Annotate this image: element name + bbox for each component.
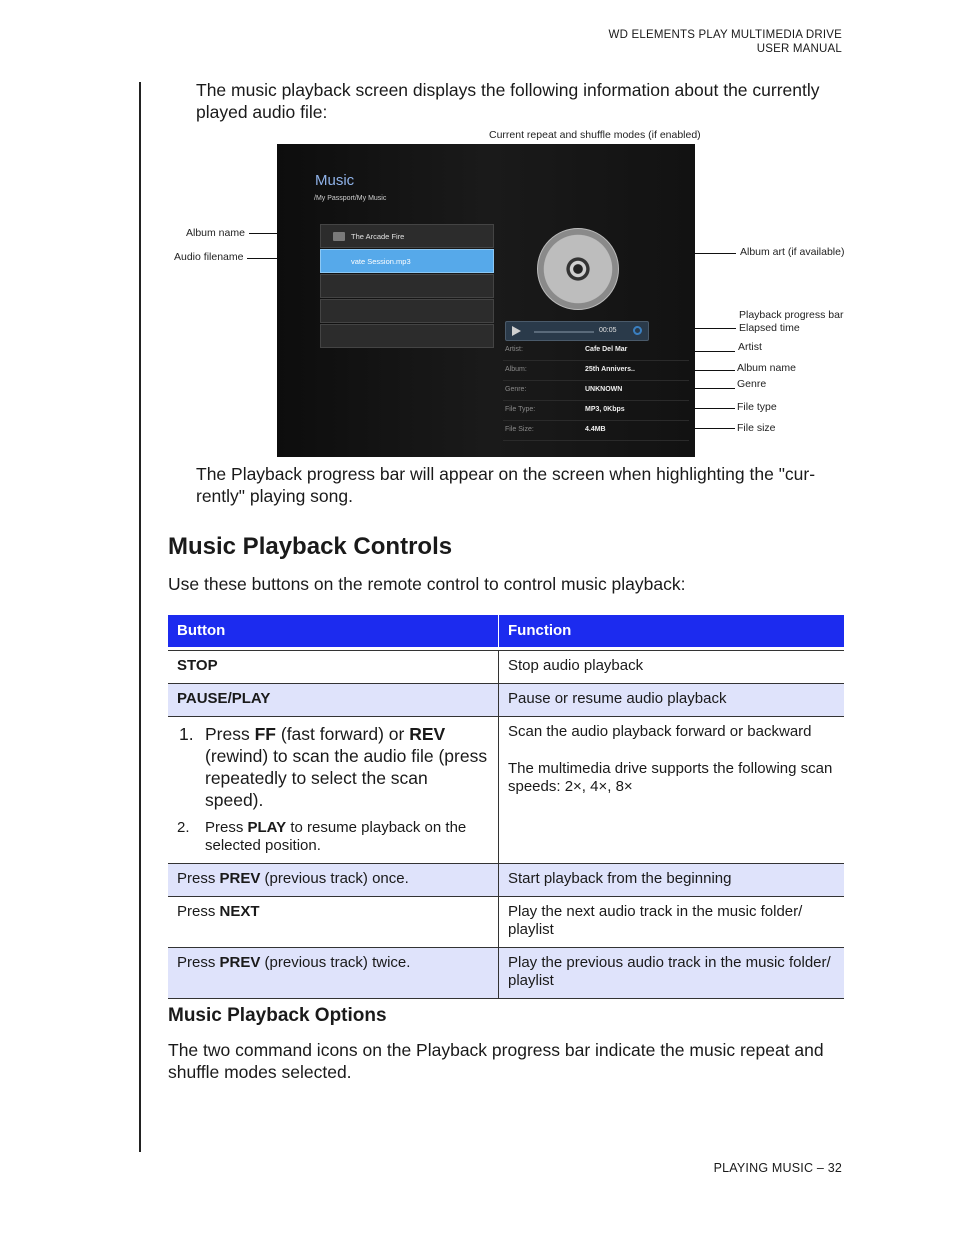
header-line-2: USER MANUAL: [756, 43, 842, 55]
button-name: PREV: [219, 870, 261, 887]
button-name: NEXT: [219, 903, 260, 920]
function-cell: Scan the audio playback forward or backward: [508, 723, 812, 740]
screen-path: /My Passport/My Music: [314, 195, 387, 202]
info-row: [503, 402, 689, 421]
table-row: Press PREV (previous track) twice. Play the previous audio track in the music folder/ playlist: [168, 948, 844, 999]
list-item: 2. Press PLAY to resume playback on the selected position.: [177, 819, 467, 854]
function-cell: Stop audio playback: [499, 651, 845, 684]
callout-audio-filename: Audio filename: [174, 251, 244, 263]
table-row: Press NEXT Play the next audio track in the music folder/ playlist: [168, 897, 844, 948]
info-value: 4.4MB: [585, 426, 606, 433]
table-row: [168, 684, 844, 717]
button-name: PAUSE/PLAY: [177, 690, 271, 707]
play-icon: [512, 326, 521, 336]
callout-file-size: File size: [737, 422, 776, 434]
list-item-selected: [320, 249, 494, 273]
repeat-icon: [633, 326, 642, 335]
info-row: [503, 362, 689, 381]
list-item: 1. Press FF (fast forward) or REV (rewind) to scan the audio file (press repeatedly to select the scan speed).: [179, 724, 488, 810]
section-heading: Music Playback Controls: [168, 533, 453, 560]
progress-track: [534, 331, 594, 333]
header-line-1: WD ELEMENTS PLAY MULTIMEDIA DRIVE: [608, 29, 842, 41]
info-key: File Size:: [505, 426, 534, 433]
function-note: The multimedia drive supports the following scan speeds: 2×, 4×, 8×: [508, 760, 833, 795]
page-number: 32: [827, 1161, 842, 1175]
info-key: Genre:: [505, 386, 527, 393]
callout-album-name-left: Album name: [186, 227, 245, 239]
callout-progress-bar: Playback progress bar: [739, 309, 844, 321]
after-figure-paragraph: The Playback progress bar will appear on the screen when highlighting the "cur-rently" playing song.: [196, 464, 816, 506]
list-item-label: vate Session.mp3: [351, 257, 411, 266]
music-screen-screenshot: [277, 144, 695, 457]
resume-steps-list: [177, 819, 489, 855]
function-cell: Play the previous audio track in the music folder/ playlist: [499, 948, 845, 999]
info-value: UNKNOWN: [585, 386, 623, 393]
list-item-label: The Arcade Fire: [351, 232, 405, 241]
info-row: [503, 422, 689, 441]
page-footer: PLAYING MUSIC – 32: [713, 1161, 842, 1175]
callout-elapsed-time: Elapsed time: [739, 322, 800, 334]
info-row: [503, 382, 689, 401]
table-header-button: Button: [168, 615, 499, 647]
playback-progress-bar: [505, 321, 649, 341]
function-cell: Pause or resume audio playback: [499, 684, 845, 717]
folder-icon: [333, 232, 345, 241]
table-header-function: Function: [499, 615, 845, 647]
callout-artist: Artist: [738, 341, 762, 353]
button-name: STOP: [177, 657, 218, 674]
controls-table: [168, 615, 844, 999]
section-lead: Use these buttons on the remote control to control music playback:: [168, 574, 686, 594]
list-item: [320, 224, 494, 248]
list-item: [320, 299, 494, 323]
footer-section: PLAYING MUSIC: [713, 1161, 814, 1175]
function-cell: Play the next audio track in the music folder/ playlist: [499, 897, 845, 948]
table-row: [168, 717, 844, 864]
callout-genre: Genre: [737, 378, 767, 390]
table-row: [168, 651, 844, 684]
function-cell: Start playback from the beginning: [499, 864, 845, 897]
callout-album-art: Album art (if available): [740, 246, 845, 258]
callout-file-type: File type: [737, 401, 777, 413]
info-value: MP3, 0Kbps: [585, 406, 625, 413]
table-row: Press PREV (previous track) once. Start playback from the beginning: [168, 864, 844, 897]
info-row: [503, 342, 689, 361]
callout-album-name-right: Album name: [737, 362, 796, 374]
button-name: PREV: [219, 954, 261, 971]
info-key: File Type:: [505, 406, 536, 413]
list-item: [320, 324, 494, 348]
info-value: Cafe Del Mar: [585, 346, 628, 353]
list-item: [320, 274, 494, 298]
info-key: Artist:: [505, 346, 523, 353]
subsection-heading: Music Playback Options: [168, 1005, 387, 1026]
info-key: Album:: [505, 366, 527, 373]
elapsed-time: 00:05: [599, 327, 617, 334]
running-header: [609, 28, 842, 56]
intro-paragraph: The music playback screen displays the following information about the currently played audio file:: [196, 80, 820, 122]
callout-repeat-shuffle: Current repeat and shuffle modes (if enabled): [489, 129, 701, 141]
info-value: 25th Annivers..: [585, 366, 635, 373]
screen-title: Music: [315, 172, 355, 189]
margin-rule: [139, 82, 141, 1152]
options-paragraph: The two command icons on the Playback progress bar indicate the music repeat and shuffle modes selected.: [168, 1040, 824, 1082]
album-art-disc-icon: [537, 228, 619, 310]
scan-steps-list: [177, 723, 489, 811]
